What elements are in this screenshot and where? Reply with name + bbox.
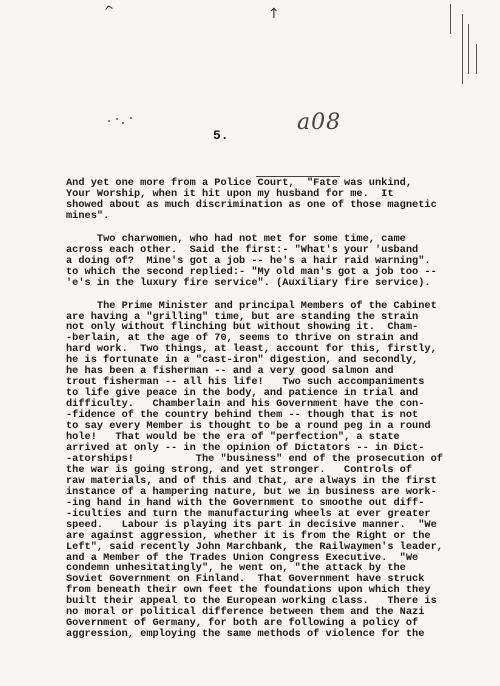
speckle-marks (108, 114, 138, 128)
caret-mark-icon: ^ (102, 3, 117, 20)
body-text (66, 178, 494, 640)
handwritten-folio: a08 (297, 110, 342, 135)
paragraph-charwomen: Two charwomen, who had not met for some time, came across each other. Said the first:- "What's your 'usband a doing of? Mine's got a job -- he's a hair raid warning". to which the second replied:- "My old man's got a job too -- 'e's in the luxury fire service". (Auxiliary fire service). (66, 232, 437, 289)
paragraph-prime-minister: The Prime Minister and principal Members of the Cabinet are having a "grilling" time, but are standing the strain not only without flinching but without showing it. Cham- -berlain, at the age of 70, seems to thrive on strain and hard work. Two things, at least, account for this, firstly, he is fortunate in a "cast-iron" digestion, and secondly, he has been a fisherman -- and a very good salmon and trout fisherman -- all his life! Two such accompaniments to life give peace in the body, and patience in trial and difficulty. Chamberlain and his Government have the con- -fidence of the country behind them -- though that is not to say every Member is thought to be a round peg in a round hole! That would be the era of "perfection", a state arrived at only -- in the opinion of Dictators -- in Dict- -atorships! The "business" end of the prosecution of the war is going strong, and yet stronger. Controls of raw materials, and of this and that, are always in the first instance of a hampering nature, but we in business are work- -ing hand in hand with the Government to smoothe out diff- -iculties and turn the manufacturing wheels at ever greater speed. Labour is playing its part in decisive manner. "We are against aggression, whether it is from the Right or the Left", said recently John Marchbank, the Railwaymen's leader, and a Member of the Trades Union Congress Executive. "We condemn unhesitatingly", he went on, "the attack by the Soviet Government on Finland. That Government have struck from beneath their own feet the foundations upon which they built their appeal to the European working class. There is no moral or political difference between them and the Nazi Government of Germany, for both are following a policy of aggression, employing the same methods of violence for the (66, 299, 443, 641)
page-number: 5. (213, 128, 229, 143)
paragraph-police-court: And yet one more from a Police Court, "Fate was unkind, Your Worship, when it hit upon my husband for me. It showed about as much discrimination as one of those magnetic mines". (66, 177, 437, 222)
edge-scratch-marks (442, 4, 482, 94)
arrow-mark-icon: ↑ (268, 6, 280, 22)
